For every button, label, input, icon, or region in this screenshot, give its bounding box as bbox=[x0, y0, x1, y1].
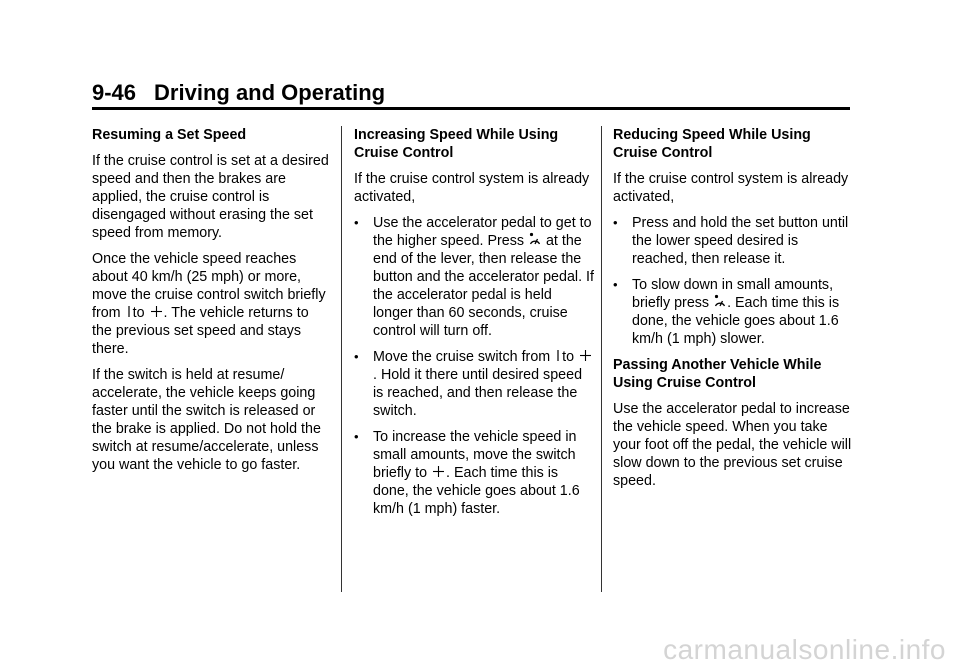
paragraph: If the cruise control is set at a desired speed and then the brakes are applied, the cruise control is disengaged without erasing the set speed from memory. bbox=[92, 153, 329, 241]
heading-passing-vehicle: Passing Another Vehicle While Using Cruise Control bbox=[613, 357, 822, 391]
list-item: • Press and hold the set button until the lower speed desired is reached, then release it. bbox=[613, 214, 853, 268]
heading-increasing-speed: Increasing Speed While Using Cruise Control bbox=[354, 127, 559, 161]
bullet-list bbox=[613, 214, 853, 348]
heading-reducing-speed: Reducing Speed While Using Cruise Control bbox=[613, 127, 811, 161]
cruise-speedometer-icon bbox=[714, 294, 726, 308]
paragraph: If the cruise control system is already activated, bbox=[354, 171, 590, 205]
column-divider bbox=[341, 126, 342, 592]
watermark: carmanualsonline.info bbox=[663, 634, 946, 665]
paragraph: If the switch is held at resume/ accelerate, the vehicle keeps going faster until the switch is released or the brake is applied. Do not hold the switch at resume/accelerate, unless you want the vehicle to go faster. bbox=[92, 367, 321, 473]
cruise-speedometer-icon bbox=[529, 232, 541, 246]
list-item: • Use the accelerator pedal to get to the higher speed. Press at the end of the lever, then release the button and the accelerator pedal. If the accelerator pedal is held longer than 60 seconds, cruise control will turn off. bbox=[354, 214, 594, 340]
column-resuming-speed bbox=[92, 126, 332, 482]
cruise-neutral-symbol-icon bbox=[555, 349, 561, 362]
section-title: Driving and Operating bbox=[154, 80, 386, 105]
list-item: • To increase the vehicle speed in small amounts, move the switch briefly to . Each time this is done, the vehicle goes about 1.6 km/h (1 mph) faster. bbox=[354, 428, 594, 518]
column-divider bbox=[601, 126, 602, 592]
resume-accelerate-plus-icon bbox=[432, 465, 445, 478]
bullet-list bbox=[354, 214, 594, 518]
list-item: • Move the cruise switch from to . Hold it there until desired speed is reached, and then release the switch. bbox=[354, 348, 594, 420]
paragraph: Once the vehicle speed reaches about 40 km/h (25 mph) or more, move the cruise control switch briefly from to . The vehicle returns to the previous set speed and stays there. bbox=[92, 251, 326, 357]
header-rule bbox=[92, 107, 850, 110]
cruise-neutral-symbol-icon bbox=[126, 305, 132, 318]
list-item: • To slow down in small amounts, briefly press . Each time this is done, the vehicle goes about 1.6 km/h (1 mph) slower. bbox=[613, 276, 853, 348]
paragraph: If the cruise control system is already activated, bbox=[613, 171, 849, 205]
column-increasing-speed bbox=[354, 126, 594, 526]
paragraph: Use the accelerator pedal to increase the vehicle speed. When you take your foot off the pedal, the vehicle will slow down to the previous set cruise speed. bbox=[613, 401, 852, 489]
page-header bbox=[92, 80, 852, 106]
resume-accelerate-plus-icon bbox=[579, 349, 592, 362]
column-reducing-speed bbox=[613, 126, 853, 498]
page-number: 9-46 bbox=[92, 80, 137, 105]
resume-accelerate-plus-icon bbox=[150, 305, 163, 318]
heading-resuming-set-speed: Resuming a Set Speed bbox=[92, 127, 247, 143]
